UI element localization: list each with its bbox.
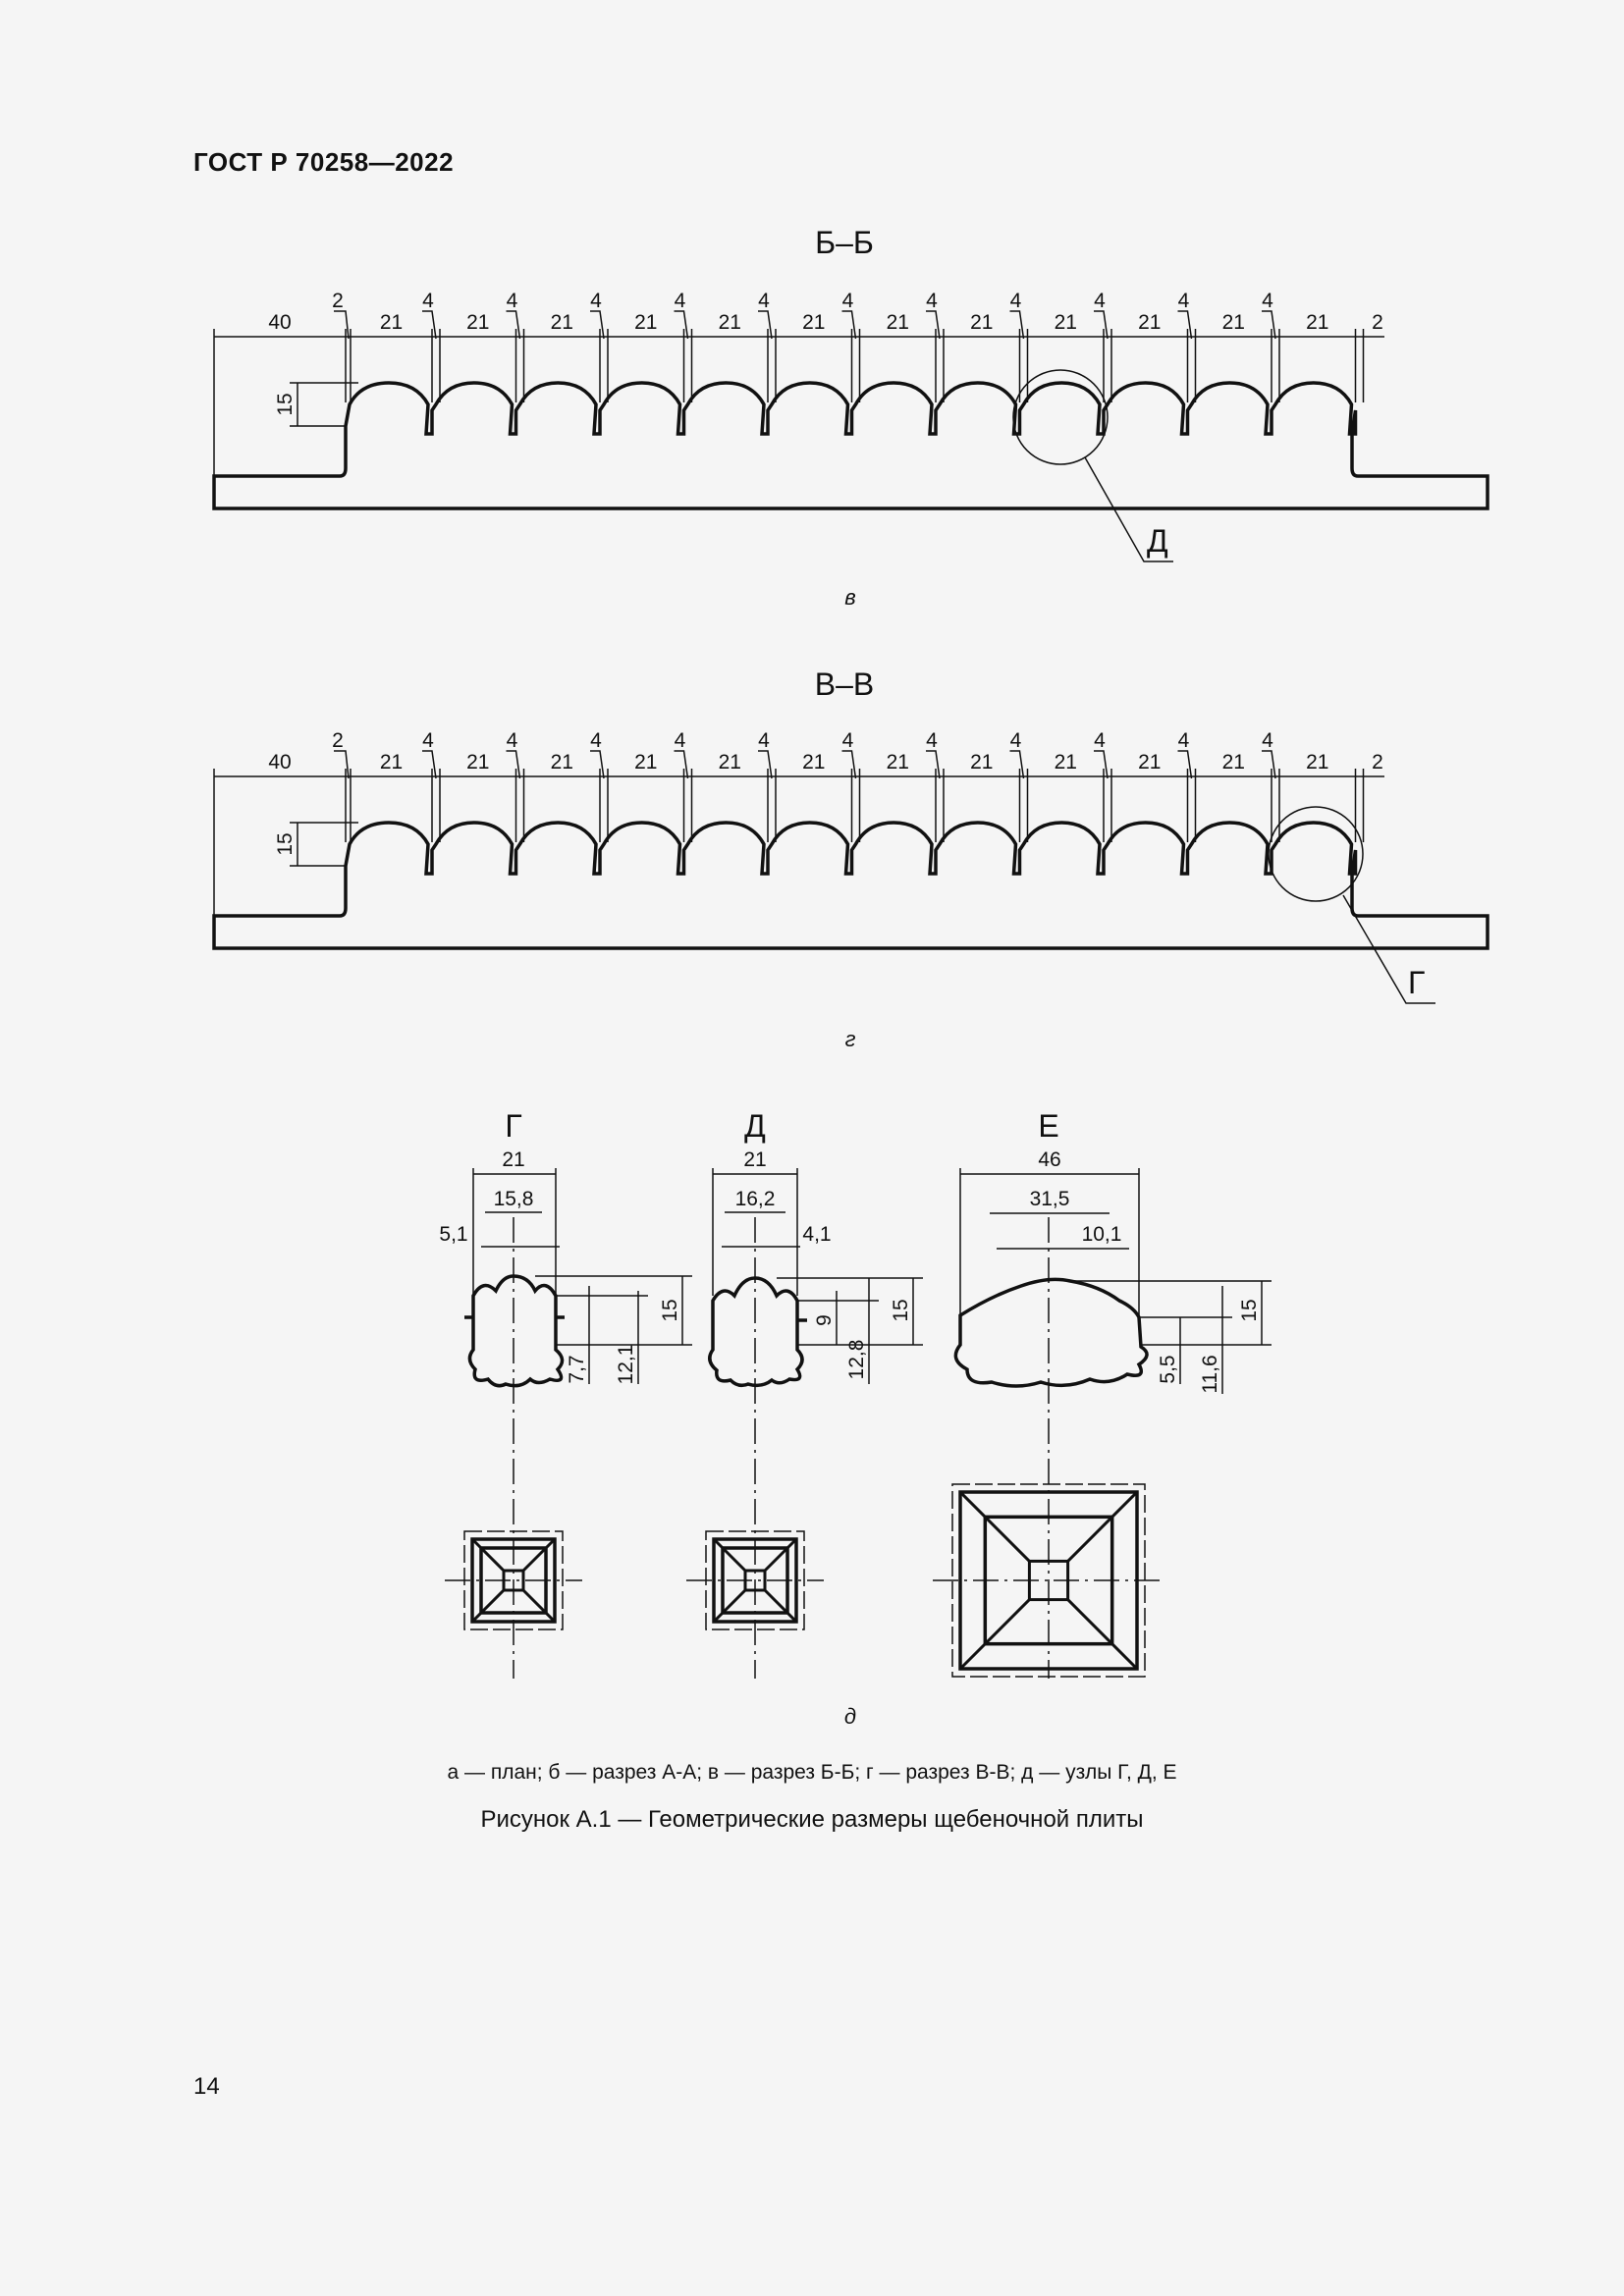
section_vv-profile bbox=[214, 823, 1488, 948]
section_vv-dim-step: 21 bbox=[718, 751, 741, 774]
section-bb-callout: Д bbox=[1147, 523, 1168, 559]
node-d-dim-width: 21 bbox=[743, 1148, 767, 1171]
section_vv-dim-step: 21 bbox=[379, 751, 404, 774]
node-e-dim-a: 10,1 bbox=[1081, 1223, 1122, 1246]
document-header: ГОСТ Р 70258—2022 bbox=[193, 147, 455, 177]
section_bb-dim-step: 21 bbox=[550, 311, 573, 334]
section-vv-body bbox=[214, 823, 1488, 948]
node-g-dim-h: 15 bbox=[659, 1299, 681, 1322]
section_vv-dim-gap: 4 bbox=[926, 729, 938, 752]
plan-edge bbox=[523, 1590, 555, 1622]
node-e bbox=[933, 1108, 1272, 1679]
section_vv-dim-gap: 4 bbox=[506, 729, 518, 752]
section_bb-dim-gap: 4 bbox=[1177, 290, 1190, 312]
section_vv-dim-gap: 4 bbox=[422, 729, 434, 752]
section-bb-title: Б–Б bbox=[815, 225, 874, 260]
node-g bbox=[439, 1108, 692, 1679]
section_bb-dim-gap: 4 bbox=[758, 290, 770, 312]
section_vv-dim-edge-left: 2 bbox=[332, 729, 344, 752]
node-d-title: Д bbox=[744, 1108, 766, 1144]
node-g-title: Г bbox=[505, 1108, 522, 1144]
node-g-dim-inner: 15,8 bbox=[493, 1188, 534, 1210]
node-d-profile bbox=[710, 1278, 802, 1385]
node-g-dim-h2: 12,1 bbox=[615, 1344, 637, 1385]
section_bb-dim-edge-left: 2 bbox=[332, 290, 344, 312]
section_bb-dim-step: 21 bbox=[1054, 311, 1077, 334]
figure-caption: Рисунок А.1 — Геометрические размеры щебеночной плиты bbox=[480, 1806, 1144, 1833]
section_vv-dim-gap: 4 bbox=[674, 729, 686, 752]
section_vv-dim-step: 21 bbox=[466, 751, 490, 774]
node-g-profile bbox=[469, 1276, 562, 1386]
section_vv-dim-step: 21 bbox=[970, 751, 994, 774]
node-d-dim-h2: 12,8 bbox=[845, 1339, 868, 1380]
plan-edge bbox=[523, 1539, 555, 1571]
section_bb-dim-gap: 4 bbox=[841, 290, 854, 312]
section_bb-dim-height: 15 bbox=[274, 393, 297, 416]
section-vv-sublabel: г bbox=[844, 1027, 856, 1051]
section_bb-dim-step: 21 bbox=[1306, 311, 1329, 334]
section_vv-dim-step: 21 bbox=[1054, 751, 1077, 774]
section_bb-dim-step: 21 bbox=[466, 311, 490, 334]
section_bb-dim-gap: 4 bbox=[422, 290, 434, 312]
section_vv-dim-step: 21 bbox=[1138, 751, 1162, 774]
section_vv-dim-step: 21 bbox=[1221, 751, 1245, 774]
plan-edge bbox=[960, 1492, 1029, 1561]
section_vv-dim-step: 21 bbox=[634, 751, 658, 774]
section_vv-dim-gap: 4 bbox=[1094, 729, 1106, 752]
section-bb-sublabel: в bbox=[844, 585, 856, 610]
section_bb-dim-gap: 4 bbox=[590, 290, 602, 312]
node-g-dim-h1: 7,7 bbox=[566, 1355, 588, 1384]
node-g-dim-width: 21 bbox=[502, 1148, 525, 1171]
section_bb-dim-gap: 4 bbox=[1009, 290, 1022, 312]
plan-edge bbox=[714, 1590, 745, 1622]
section_bb-dim-step: 21 bbox=[634, 311, 658, 334]
node-e-dim-inner: 31,5 bbox=[1029, 1188, 1070, 1210]
section-bb bbox=[214, 225, 1488, 610]
section_bb-dim-step: 21 bbox=[886, 311, 909, 334]
section_bb-dim-gap: 4 bbox=[1094, 290, 1106, 312]
section_bb-dim-gap: 4 bbox=[506, 290, 518, 312]
node-e-dim-h1: 5,5 bbox=[1157, 1355, 1179, 1384]
section-vv-title: В–В bbox=[814, 667, 875, 702]
figure-legend: а — план; б — разрез А-А; в — разрез Б-Б; г — разрез В-В; д — узлы Г, Д, Е bbox=[447, 1761, 1177, 1784]
node-d-dim-a: 4,1 bbox=[802, 1223, 832, 1246]
plan-edge bbox=[960, 1600, 1029, 1669]
section_vv-dim-gap: 4 bbox=[590, 729, 602, 752]
section_vv-dim-edge-right: 2 bbox=[1372, 751, 1383, 774]
section_bb-dim-gap: 4 bbox=[926, 290, 938, 312]
page-number: 14 bbox=[193, 2073, 220, 2100]
section_bb-dim-step: 21 bbox=[718, 311, 741, 334]
section_vv-dim-step: 21 bbox=[886, 751, 909, 774]
section_bb-dim-left: 40 bbox=[268, 311, 292, 334]
node-e-dim-h2: 11,6 bbox=[1199, 1355, 1221, 1394]
node-d bbox=[686, 1108, 923, 1679]
plan-edge bbox=[1068, 1492, 1137, 1561]
section_bb-dim-gap: 4 bbox=[1262, 290, 1273, 312]
node-g-dim-a: 5,1 bbox=[439, 1223, 468, 1246]
section_bb-dim-step: 21 bbox=[802, 311, 826, 334]
section_bb-dim-edge-right: 2 bbox=[1372, 311, 1383, 334]
section_vv-dim-gap: 4 bbox=[1177, 729, 1190, 752]
plan-edge bbox=[765, 1539, 796, 1571]
node-d-dim-h1: 9 bbox=[813, 1314, 836, 1326]
section_vv-dim-height: 15 bbox=[274, 832, 297, 856]
node-d-dim-inner: 16,2 bbox=[734, 1188, 776, 1210]
node-d-dim-h: 15 bbox=[890, 1299, 912, 1322]
section_vv-dim-gap: 4 bbox=[1262, 729, 1273, 752]
node-e-dim-h: 15 bbox=[1238, 1299, 1261, 1322]
section_vv-dim-gap: 4 bbox=[1009, 729, 1022, 752]
section_bb-profile bbox=[214, 383, 1488, 508]
nodes-sublabel: д bbox=[843, 1704, 857, 1729]
section_vv-dim-step: 21 bbox=[550, 751, 573, 774]
section_bb-dim-step: 21 bbox=[1221, 311, 1245, 334]
plan-edge bbox=[472, 1590, 504, 1622]
section_bb-dim-step: 21 bbox=[379, 311, 404, 334]
section-vv bbox=[214, 667, 1488, 1051]
section_bb-dim-gap: 4 bbox=[674, 290, 686, 312]
section-vv-callout: Г bbox=[1408, 965, 1426, 1000]
section_vv-dim-gap: 4 bbox=[841, 729, 854, 752]
plan-edge bbox=[472, 1539, 504, 1571]
section_vv-dim-step: 21 bbox=[802, 751, 826, 774]
node-e-title: Е bbox=[1038, 1108, 1059, 1144]
section_vv-dim-step: 21 bbox=[1306, 751, 1329, 774]
plan-edge bbox=[765, 1590, 796, 1622]
node-e-profile bbox=[955, 1279, 1147, 1386]
section_bb-dim-step: 21 bbox=[970, 311, 994, 334]
plan-edge bbox=[714, 1539, 745, 1571]
section_bb-dim-step: 21 bbox=[1138, 311, 1162, 334]
section_vv-dim-gap: 4 bbox=[758, 729, 770, 752]
section_vv-dim-left: 40 bbox=[268, 751, 292, 774]
section-bb-body bbox=[214, 383, 1488, 508]
node-e-dim-width: 46 bbox=[1038, 1148, 1061, 1171]
plan-edge bbox=[1068, 1600, 1137, 1669]
